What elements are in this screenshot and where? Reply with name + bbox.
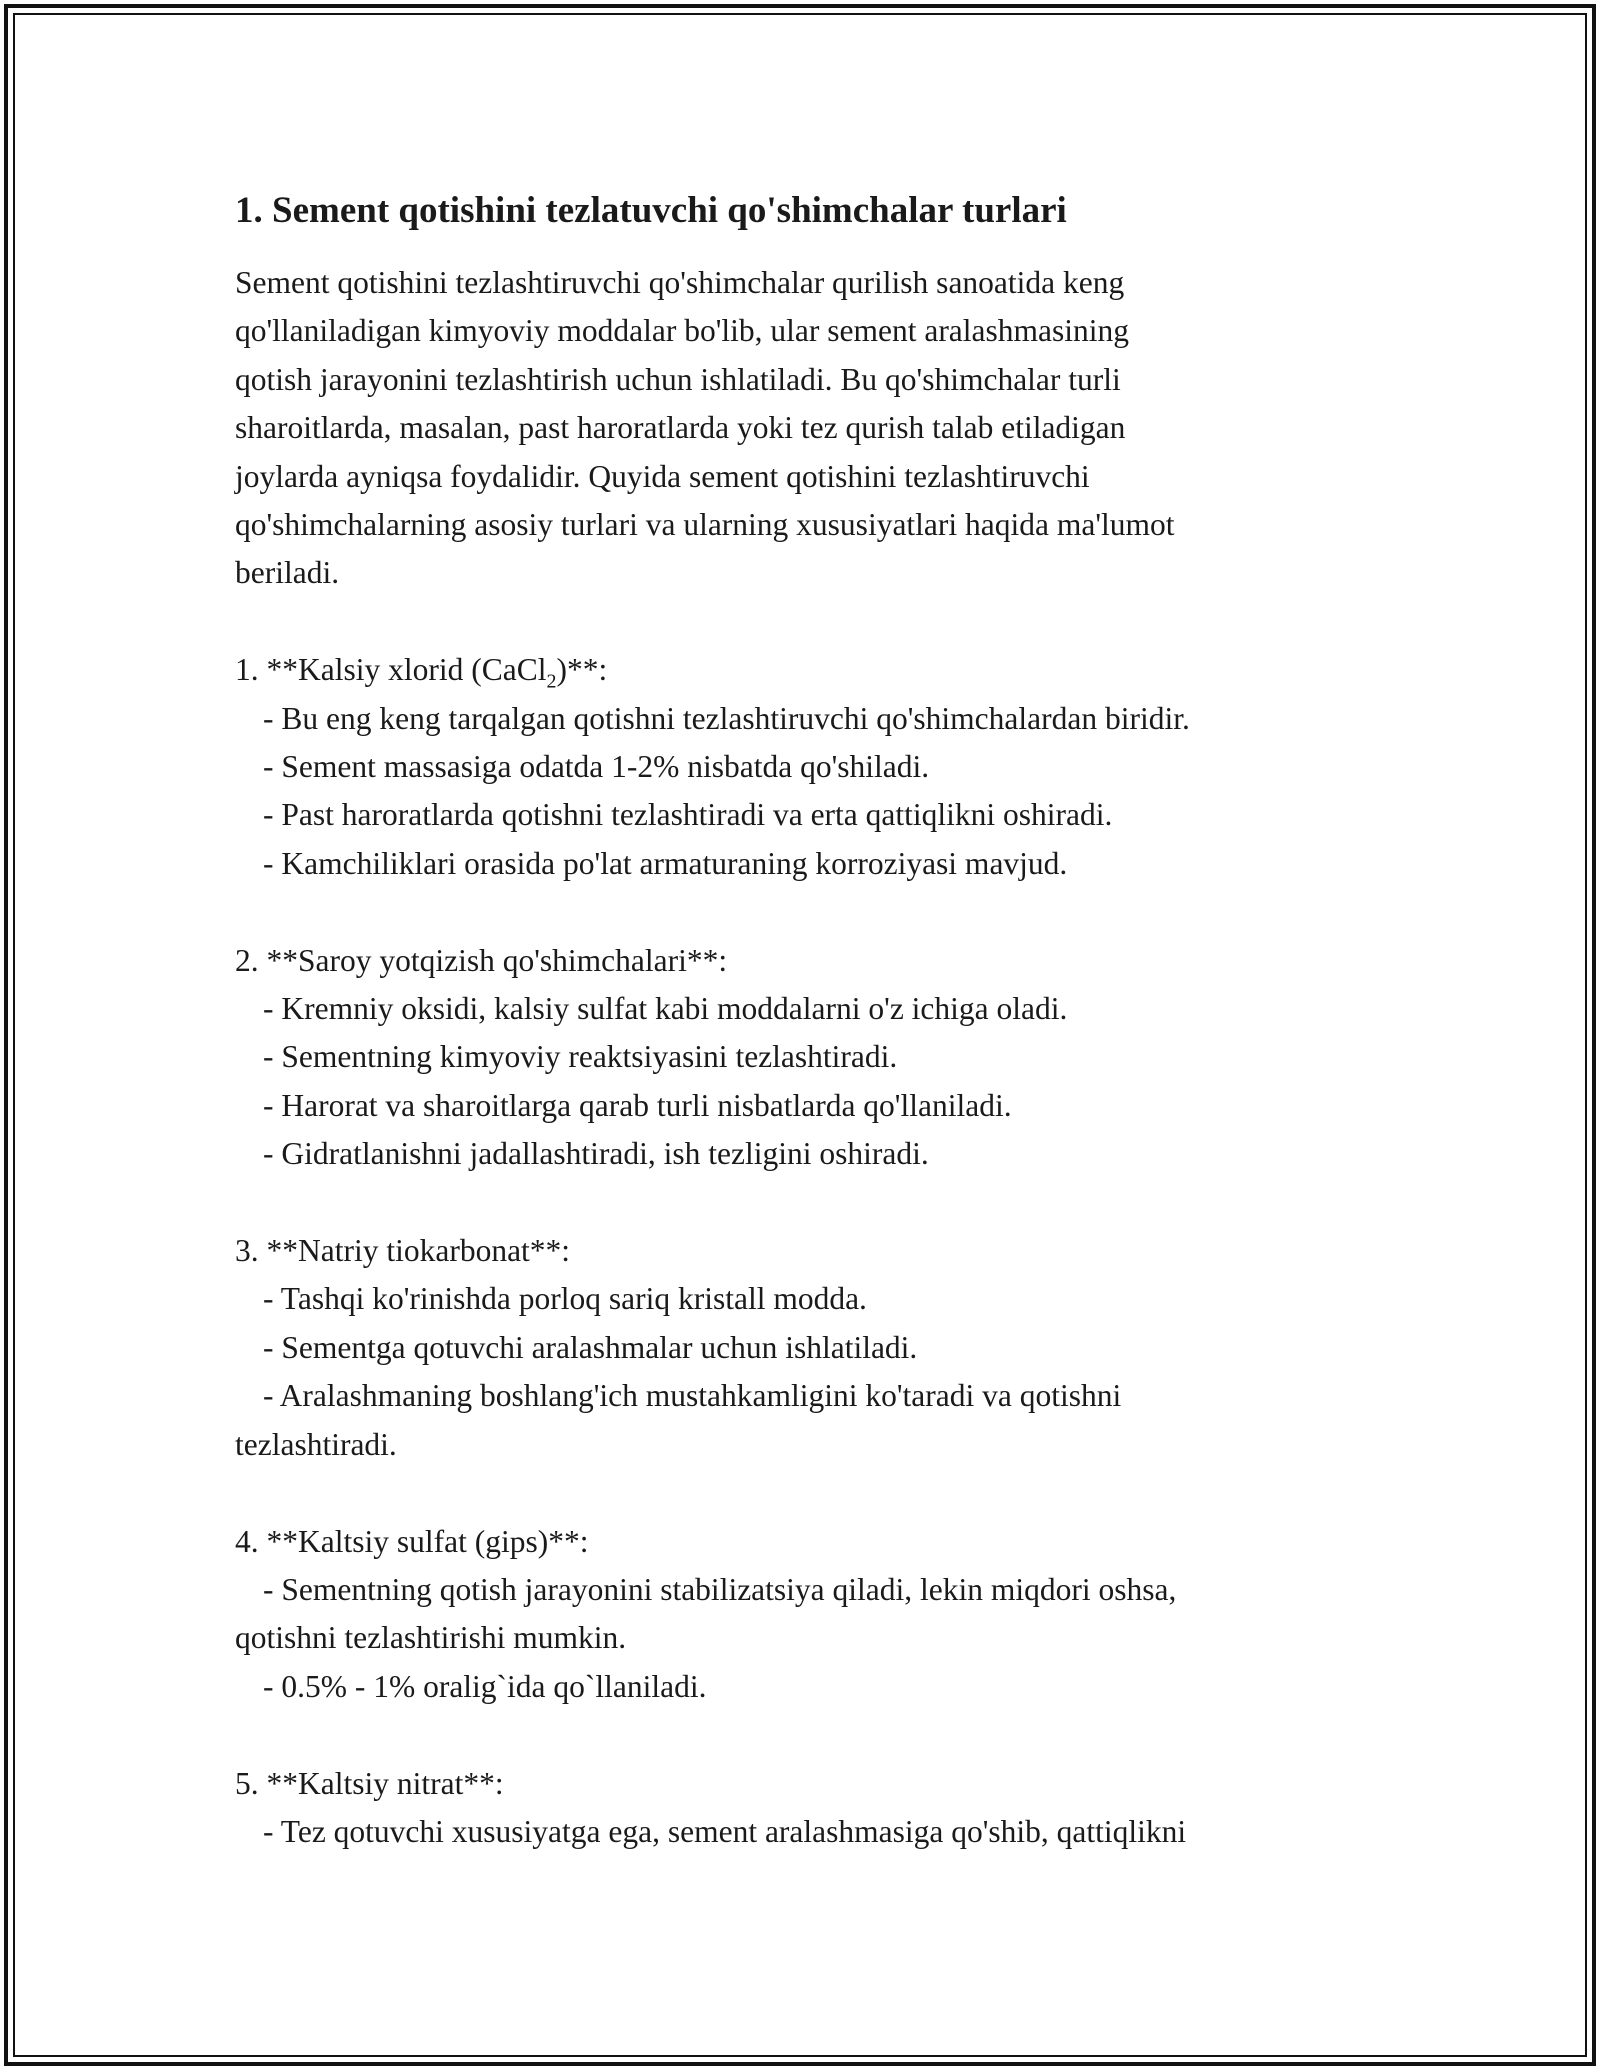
heading-prefix: 1. **Kalsiy xlorid (CaCl xyxy=(235,652,547,688)
section-bullet: - Aralashmaning boshlang'ich mustahkamligini ko'taradi va qotishni xyxy=(263,1378,1122,1414)
section-bullet: - Kamchiliklari orasida po'lat armaturaning korroziyasi mavjud. xyxy=(263,845,1068,881)
section-bullet: - Sementning qotish jarayonini stabilizatsiya qiladi, lekin miqdori oshsa, xyxy=(263,1571,1177,1607)
intro-paragraph xyxy=(235,259,1365,598)
intro-line: Sement qotishini tezlashtiruvchi qo'shimchalar qurilish sanoatida keng xyxy=(235,265,1125,300)
heading-subscript: 2 xyxy=(546,670,557,693)
section-kaltsiy-nitrat xyxy=(235,1760,1365,1857)
intro-line: beriladi. xyxy=(235,555,340,591)
document-title: 1. Sement qotishini tezlatuvchi qo'shimchalar turlari xyxy=(235,190,1067,231)
section-bullet: - Past haroratlarda qotishni tezlashtiradi va erta qattiqlikni oshiradi. xyxy=(263,797,1113,833)
intro-line: qotish jarayonini tezlashtirish uchun ishlatiladi. Bu qo'shimchalar turli xyxy=(235,361,1121,397)
section-bullet: - Sement massasiga odatda 1-2% nisbatda qo'shiladi. xyxy=(263,749,930,785)
section-heading: 5. **Kaltsiy nitrat**: xyxy=(235,1765,504,1801)
intro-line: joylarda ayniqsa foydalidir. Quyida sement qotishini tezlashtiruvchi xyxy=(235,458,1090,494)
section-bullet-continuation: tezlashtiradi. xyxy=(235,1426,397,1462)
section-bullet: - Sementning kimyoviy reaktsiyasini tezlashtiradi. xyxy=(263,1039,898,1075)
section-saroy-yotqizish xyxy=(235,937,1365,1179)
intro-line: qo'llaniladigan kimyoviy moddalar bo'lib, ular sement aralashmasining xyxy=(235,313,1130,349)
document-body xyxy=(235,185,1365,1856)
section-heading xyxy=(235,646,1365,694)
section-bullet: - Kremniy oksidi, kalsiy sulfat kabi moddalarni o'z ichiga oladi. xyxy=(263,991,1068,1027)
section-heading: 4. **Kaltsiy sulfat (gips)**: xyxy=(235,1523,589,1559)
section-kalsiy-xlorid xyxy=(235,646,1365,888)
section-bullet: - 0.5% - 1% oralig`ida qo`llaniladi. xyxy=(263,1668,707,1704)
section-bullet: - Sementga qotuvchi aralashmalar uchun ishlatiladi. xyxy=(263,1329,918,1365)
section-bullet: - Harorat va sharoitlarga qarab turli nisbatlarda qo'llaniladi. xyxy=(263,1087,1012,1123)
section-bullet: - Gidratlanishni jadallashtiradi, ish tezligini oshiradi. xyxy=(263,1136,929,1172)
intro-line: sharoitlarda, masalan, past haroratlarda yoki tez qurish talab etiladigan xyxy=(235,410,1126,446)
section-bullet-continuation: qotishni tezlashtirishi mumkin. xyxy=(235,1620,627,1656)
section-heading: 3. **Natriy tiokarbonat**: xyxy=(235,1233,571,1269)
section-bullet: - Tez qotuvchi xususiyatga ega, sement aralashmasiga qo'shib, qattiqlikni xyxy=(263,1813,1187,1849)
section-heading: 2. **Saroy yotqizish qo'shimchalari**: xyxy=(235,942,728,978)
section-bullet: - Bu eng keng tarqalgan qotishni tezlashtiruvchi qo'shimchalardan biridir. xyxy=(263,700,1190,736)
section-natriy-tiokarbonat xyxy=(235,1227,1365,1469)
intro-line: qo'shimchalarning asosiy turlari va ularning xususiyatlari haqida ma'lumot xyxy=(235,507,1175,543)
section-bullet: - Tashqi ko'rinishda porloq sariq kristall modda. xyxy=(263,1281,867,1317)
section-kaltsiy-sulfat xyxy=(235,1518,1365,1712)
heading-suffix: )**: xyxy=(556,652,608,688)
